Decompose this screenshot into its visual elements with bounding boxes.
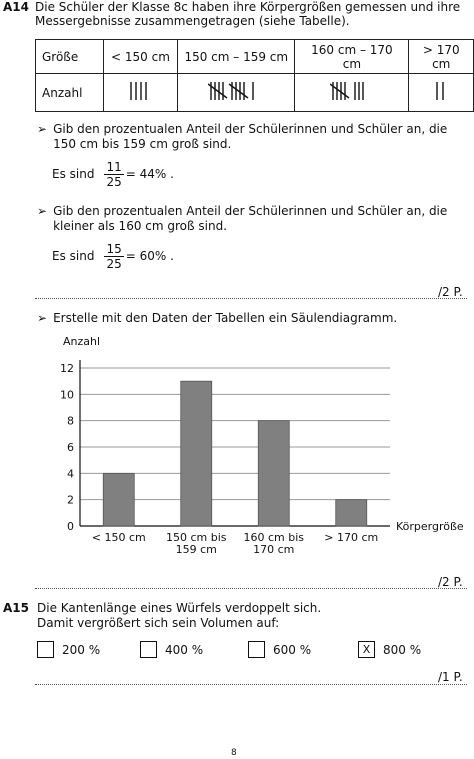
bar-chart (0, 330, 474, 565)
table-header-cell: > 170 cm (409, 40, 474, 74)
tally-marks (330, 80, 374, 102)
option-200[interactable] (37, 641, 100, 658)
question-2-line-1: Gib den prozentualen Anteil der Schülerinnen und Schüler an, die (53, 204, 448, 218)
fraction-numerator: 15 (106, 242, 122, 256)
y-tick-label: 8 (67, 414, 74, 428)
tally-marks (208, 80, 264, 102)
table-header-cell: < 150 cm (103, 40, 177, 74)
data-table (35, 39, 474, 112)
x-tick-label: < 150 cm (91, 531, 146, 544)
answer-1-prefix: Es sind (52, 167, 95, 181)
table-header-cell: 160 cm – 170 cm (295, 40, 409, 74)
tally-marks (128, 80, 152, 102)
bar (258, 421, 289, 526)
tally-cell-4 (409, 74, 474, 112)
answer-2-prefix: Es sind (52, 249, 95, 263)
fraction-denominator: 25 (106, 257, 122, 271)
option-600[interactable] (248, 641, 311, 658)
x-axis-label: Körpergröße (396, 520, 464, 533)
arrow-bullet-icon: ➢ (37, 122, 48, 136)
checkbox-checked[interactable]: X (358, 641, 375, 658)
dotted-divider (35, 298, 467, 299)
checkbox[interactable] (248, 641, 265, 658)
intro-line-2: Messergebnisse zusammengetragen (siehe Tabelle). (35, 14, 350, 28)
bar (103, 473, 134, 526)
y-tick-label: 4 (67, 467, 74, 481)
a15-line-1: Die Kantenlänge eines Würfels verdoppelt sich. (37, 601, 322, 615)
x-tick-label: 150 cm bis (165, 531, 227, 544)
question-1-line-2: 150 cm bis 159 cm groß sind. (53, 137, 232, 151)
x-tick-label: > 170 cm (324, 531, 379, 544)
option-label: 600 % (273, 642, 312, 657)
table-header-cell: Größe (36, 40, 104, 74)
question-2-line-2: kleiner als 160 cm groß sind. (53, 219, 227, 233)
option-400[interactable] (140, 641, 203, 658)
page-number: 8 (231, 748, 237, 758)
table-header-cell: 150 cm – 159 cm (178, 40, 295, 74)
question-3-text: Erstelle mit den Daten der Tabellen ein Säulendiagramm. (53, 311, 398, 325)
checkbox[interactable] (140, 641, 157, 658)
question-3 (37, 311, 397, 326)
tally-cell-2 (178, 74, 295, 112)
dotted-divider (35, 588, 467, 589)
bar (181, 381, 212, 526)
question-1-line-1: Gib den prozentualen Anteil der Schülerinnen und Schüler an, die (53, 122, 448, 136)
tally-cell-1 (103, 74, 177, 112)
option-label: 800 % (383, 642, 422, 657)
option-label: 200 % (62, 642, 101, 657)
tally-marks (433, 80, 449, 102)
table-row-label: Anzahl (36, 74, 104, 112)
task-number-a14: A14 (3, 0, 29, 14)
intro-line-1: Die Schüler der Klasse 8c haben ihre Körpergrößen gemessen und ihre (35, 0, 461, 14)
question-2 (37, 204, 447, 234)
bar (336, 500, 367, 526)
arrow-bullet-icon: ➢ (37, 311, 48, 325)
answer-2-result: = 60% . (125, 249, 174, 263)
answer-1 (52, 160, 174, 189)
y-tick-label: 12 (60, 362, 74, 375)
answer-1-fraction (104, 160, 123, 189)
x-tick-label: 170 cm (253, 543, 295, 556)
a15-line-2: Damit vergrößert sich sein Volumen auf: (37, 616, 280, 630)
tally-cell-3 (295, 74, 409, 112)
y-tick-label: 2 (67, 493, 74, 507)
answer-1-result: = 44% . (125, 167, 174, 181)
arrow-bullet-icon: ➢ (37, 204, 48, 218)
points-label: /1 P. (438, 670, 463, 684)
answer-2-fraction (104, 242, 123, 271)
option-label: 400 % (165, 642, 204, 657)
x-tick-label: 160 cm bis (243, 531, 305, 544)
question-1 (37, 122, 447, 152)
task-number-a15: A15 (3, 601, 29, 615)
y-tick-label: 0 (67, 520, 74, 533)
option-800[interactable] (358, 641, 421, 658)
checkbox[interactable] (37, 641, 54, 658)
dotted-divider (35, 684, 467, 685)
y-tick-label: 6 (67, 441, 74, 454)
fraction-denominator: 25 (106, 175, 122, 189)
points-label: /2 P. (438, 285, 463, 299)
fraction-numerator: 11 (106, 160, 122, 174)
answer-2 (52, 242, 174, 271)
x-tick-label: 159 cm (175, 543, 217, 556)
points-label: /2 P. (438, 575, 463, 589)
y-tick-label: 10 (60, 388, 74, 402)
y-axis-label: Anzahl (63, 335, 101, 348)
